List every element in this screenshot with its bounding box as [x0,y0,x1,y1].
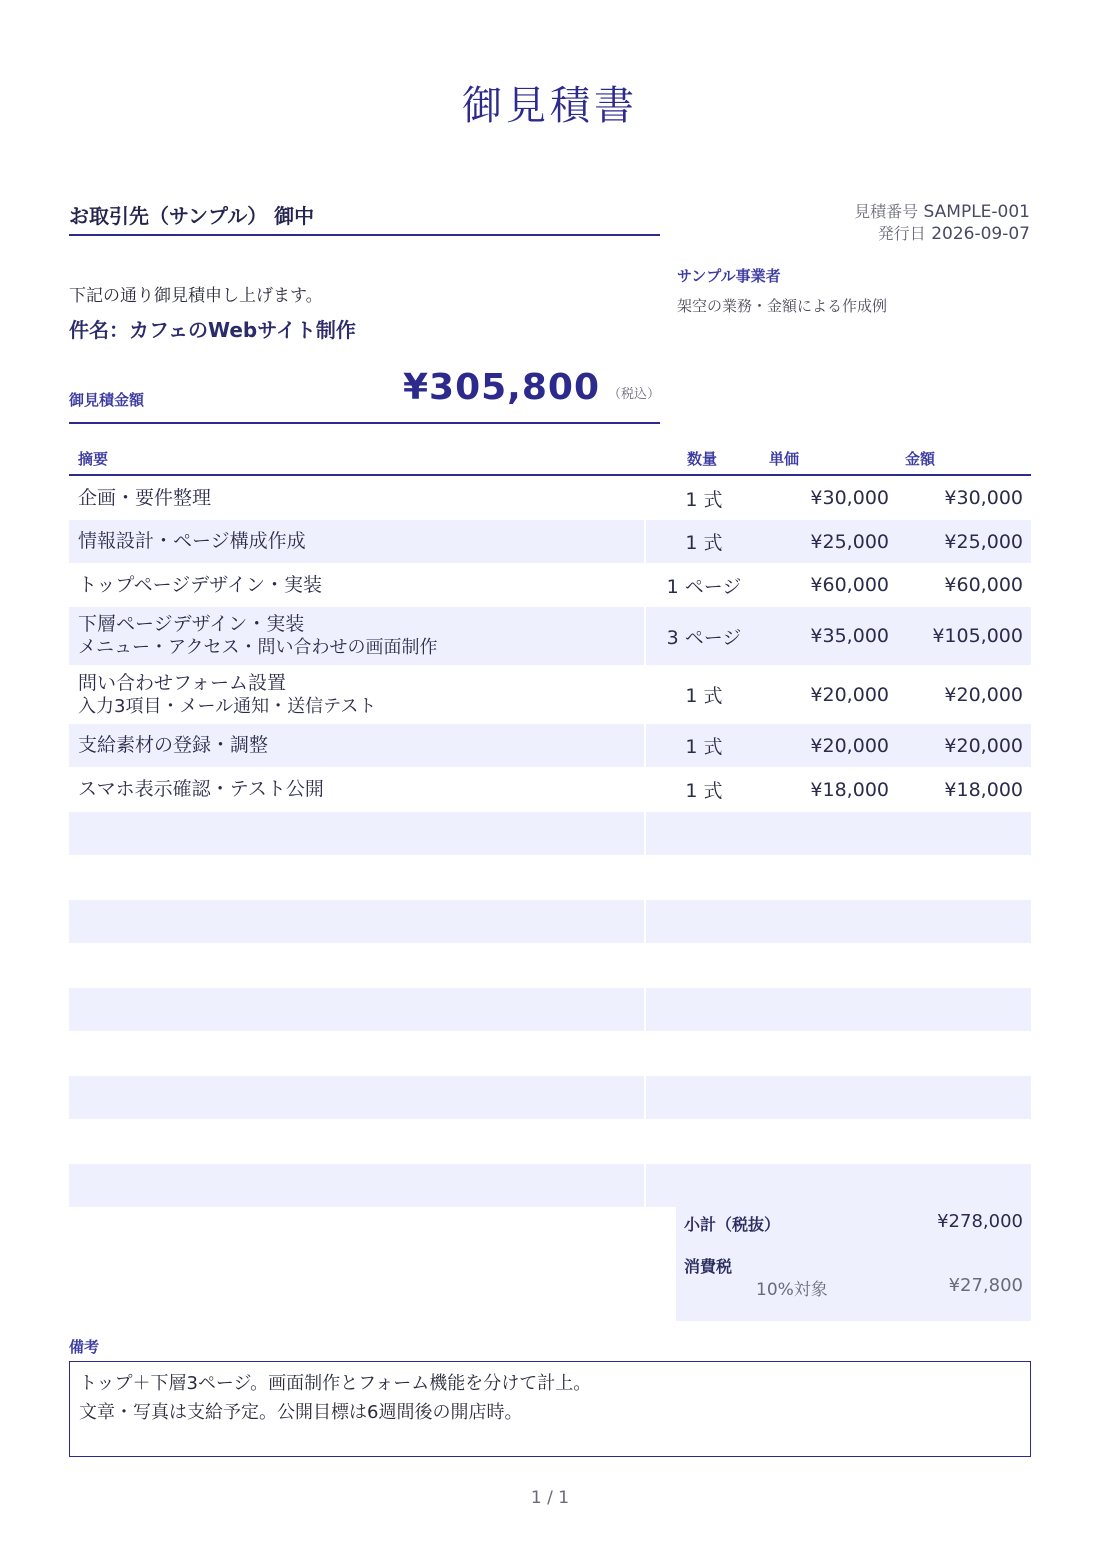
cell-amount [899,988,1023,1031]
cell-amount: ¥105,000 [932,625,1023,647]
remarks-line: トップ＋下層3ページ。画面制作とフォーム機能を分けて計上。 [79,1373,592,1394]
cell-amount: ¥18,000 [944,778,1023,801]
cell-quantity [647,1032,761,1075]
cell-unit-price: ¥20,000 [810,734,889,757]
table-body [69,476,1031,1251]
remarks-box [69,1361,1031,1457]
cell-unit-price [761,1120,889,1163]
subtotal-value: ¥278,000 [937,1211,1023,1232]
table-row [69,723,1031,767]
table-row [69,606,1031,665]
table-row [69,476,1031,519]
header-qty: 数量 [687,450,718,468]
cell-description [78,1120,638,1163]
table-row [69,1119,1031,1163]
column-divider [644,1120,646,1163]
cell-quantity [647,944,761,987]
header-unit: 単価 [769,450,800,468]
cell-quantity [647,900,761,943]
cell-amount [899,900,1023,943]
quote-number [854,201,1030,223]
total-label: 御見積金額 [69,391,145,409]
cell-unit-price: ¥18,000 [810,778,889,801]
item-name: トップページデザイン・実装 [78,573,322,596]
cell-quantity [647,856,761,899]
cell-unit-price: ¥25,000 [810,530,889,553]
cell-unit-price [761,988,889,1031]
cell-quantity: 1 式 [685,532,723,554]
cell-unit-price: ¥60,000 [810,574,889,596]
table-row [69,665,1031,723]
cell-quantity: 1 式 [685,736,723,758]
cell-amount [899,856,1023,899]
line-items-table [69,440,1031,1251]
cell-amount [899,1120,1023,1163]
column-divider [644,1076,646,1119]
cell-description [78,477,638,519]
cell-quantity [647,1164,761,1207]
column-divider [644,477,646,519]
issue-date-value: 2026-09-07 [931,224,1030,244]
cell-description [78,768,638,811]
subject-line: 件名：カフェのWebサイト制作 [69,318,356,342]
cell-description [78,1076,638,1119]
cell-unit-price [761,944,889,987]
cell-amount: ¥60,000 [944,574,1023,596]
cell-amount: ¥30,000 [944,487,1023,509]
cell-description [78,856,638,899]
cell-amount [899,1076,1023,1119]
cell-description [78,1032,638,1075]
issue-date [854,223,1030,245]
cell-amount: ¥20,000 [944,734,1023,757]
item-name: 問い合わせフォーム設置 [78,671,287,694]
column-divider [644,724,646,767]
cell-description [78,812,638,855]
table-row [69,1075,1031,1119]
table-header [69,440,1031,476]
cell-description [78,607,638,665]
cell-quantity: 1 式 [685,685,723,707]
tax-value: ¥27,800 [948,1275,1023,1296]
column-divider [644,607,646,665]
column-divider [644,812,646,855]
column-divider [644,1164,646,1207]
cell-description [78,944,638,987]
header-amount: 金額 [905,450,936,468]
cell-amount: ¥25,000 [944,530,1023,553]
page-number: 1 / 1 [530,1488,570,1508]
table-row [69,519,1031,563]
item-detail: 入力3項目・メール通知・送信テスト [78,695,377,717]
cell-quantity [647,1120,761,1163]
column-divider [644,564,646,606]
table-row [69,811,1031,855]
total-amount-box [69,360,660,424]
document-title: 御見積書 [462,83,638,129]
cell-description [78,988,638,1031]
cell-quantity [647,988,761,1031]
cell-unit-price: ¥30,000 [810,487,889,509]
item-detail: メニュー・アクセス・問い合わせの画面制作 [78,637,438,658]
greeting-text: 下記の通り御見積申し上げます。 [69,286,323,306]
cell-description [78,1208,638,1251]
column-divider [644,944,646,987]
cell-description [78,1164,638,1207]
column-divider [644,856,646,899]
quote-number-value: SAMPLE-001 [923,202,1030,222]
summary-box [676,1202,1031,1321]
cell-description [78,900,638,943]
column-divider [644,768,646,811]
client-name: お取引先（サンプル） 御中 [69,200,660,236]
cell-description [78,520,638,563]
cell-description [78,666,638,723]
cell-quantity: 1 式 [685,780,723,802]
table-row [69,855,1031,899]
document-meta [854,201,1030,245]
issue-date-label: 発行日 [877,224,926,243]
cell-unit-price [761,812,889,855]
cell-quantity: 3 ページ [666,626,742,649]
cell-quantity [647,1076,761,1119]
cell-quantity [647,812,761,855]
cell-amount [899,812,1023,855]
cell-quantity: 1 式 [685,488,723,511]
cell-unit-price [761,1076,889,1119]
cell-description [78,724,638,767]
quote-number-label: 見積番号 [854,202,919,221]
column-divider [644,900,646,943]
subtotal-label: 小計（税抜） [684,1215,781,1234]
column-divider [644,1208,646,1251]
item-name: スマホ表示確認・テスト公開 [78,778,324,800]
cell-unit-price: ¥20,000 [810,683,889,706]
cell-amount [899,1164,1023,1207]
cell-quantity: 1 ページ [666,575,742,598]
cell-unit-price [761,900,889,943]
table-row [69,563,1031,606]
cell-unit-price: ¥35,000 [810,625,889,647]
table-row [69,767,1031,811]
item-name: 支給素材の登録・調整 [78,734,269,756]
remarks-label: 備考 [69,1338,100,1356]
tax-label: 消費税 [684,1257,733,1276]
header-desc: 摘要 [78,450,109,468]
column-divider [644,1032,646,1075]
cell-amount [899,944,1023,987]
issuer-note: 架空の業務・金額による作成例 [677,297,888,315]
item-name: 企画・要件整理 [78,486,212,509]
cell-unit-price [761,1032,889,1075]
issuer-name: サンプル事業者 [677,267,781,285]
column-divider [644,666,646,723]
cell-amount [899,1032,1023,1075]
table-row [69,943,1031,987]
cell-description [78,564,638,606]
cell-unit-price [761,856,889,899]
item-name: 情報設計・ページ構成作成 [78,530,306,552]
table-row [69,987,1031,1031]
column-divider [644,988,646,1031]
total-tax-note: （税込） [607,387,660,402]
remarks-line: 文章・写真は支給予定。公開目標は6週間後の開店時。 [79,1402,523,1423]
cell-amount: ¥20,000 [944,683,1023,706]
item-name: 下層ページデザイン・実装 [78,613,305,635]
table-row [69,1031,1031,1075]
total-amount: ¥305,800 [402,367,600,408]
column-divider [644,520,646,563]
tax-rate: 10%対象 [756,1280,828,1300]
table-row [69,1163,1031,1207]
table-row [69,899,1031,943]
cell-unit-price [761,1164,889,1207]
